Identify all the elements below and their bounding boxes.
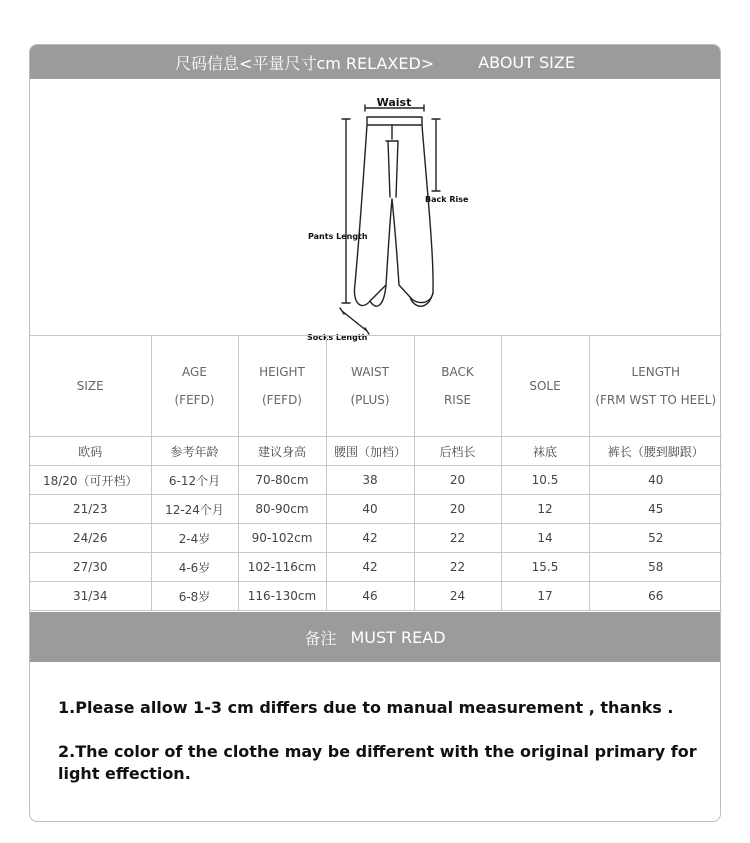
table-cell: 80-90cm: [238, 495, 326, 524]
size-info-header: [30, 45, 720, 79]
size-table-header-row: [30, 336, 722, 437]
table-cell: 46: [326, 582, 414, 611]
header-cn-cell: 参考年龄: [151, 437, 238, 466]
table-cell: 20: [414, 495, 501, 524]
notes-section: [58, 697, 698, 807]
header-cell-size: SIZE: [30, 336, 151, 437]
table-cell: 20: [414, 466, 501, 495]
header-cell-sole: SOLE: [501, 336, 589, 437]
table-cell: 42: [326, 553, 414, 582]
table-cell: 52: [589, 524, 722, 553]
note-item: 2.The color of the clothe may be different with the original primary for light effection.: [58, 742, 697, 783]
waist-label: Waist: [376, 96, 412, 109]
measurement-diagram: [30, 79, 720, 342]
table-row: [30, 495, 722, 524]
table-row: [30, 466, 722, 495]
table-cell: 40: [589, 466, 722, 495]
table-cell: 14: [501, 524, 589, 553]
table-cell: 21/23: [30, 495, 151, 524]
notice-title-cn: 备注: [304, 628, 337, 648]
size-table: [30, 335, 722, 611]
table-cell: 58: [589, 553, 722, 582]
table-cell: 24: [414, 582, 501, 611]
header-cell-back-rise: BACK RISE: [414, 336, 501, 437]
table-row: [30, 553, 722, 582]
size-info-card: [29, 44, 721, 822]
header-title-en: ABOUT SIZE: [478, 52, 575, 72]
table-row: [30, 582, 722, 611]
table-cell: 102-116cm: [238, 553, 326, 582]
tights-outline-icon: [30, 79, 722, 342]
table-cell: 10.5: [501, 466, 589, 495]
back-rise-label: Back Rise: [425, 195, 469, 204]
table-cell: 27/30: [30, 553, 151, 582]
header-cn-cell: 袜底: [501, 437, 589, 466]
table-cell: 66: [589, 582, 722, 611]
header-title-cn: 尺码信息<平量尺寸cm RELAXED>: [175, 53, 435, 73]
table-cell: 17: [501, 582, 589, 611]
table-cell: 18/20（可开档）: [30, 466, 151, 495]
table-cell: 6-8岁: [151, 582, 238, 611]
header-cn-cell: 裤长（腰到脚跟）: [589, 437, 722, 466]
header-cn-cell: 欧码: [30, 437, 151, 466]
must-read-header: [30, 612, 720, 662]
table-cell: 4-6岁: [151, 553, 238, 582]
table-cell: 40: [326, 495, 414, 524]
header-cn-cell: 建议身高: [238, 437, 326, 466]
header-cell-age: AGE (FEFD): [151, 336, 238, 437]
header-cn-cell: 后档长: [414, 437, 501, 466]
table-cell: 38: [326, 466, 414, 495]
table-cell: 2-4岁: [151, 524, 238, 553]
table-cell: 45: [589, 495, 722, 524]
header-cell-waist: WAIST (PLUS): [326, 336, 414, 437]
table-cell: 24/26: [30, 524, 151, 553]
table-cell: 12-24个月: [151, 495, 238, 524]
table-cell: 22: [414, 553, 501, 582]
table-cell: 116-130cm: [238, 582, 326, 611]
size-table-header-cn-row: [30, 437, 722, 466]
table-cell: 12: [501, 495, 589, 524]
header-cn-cell: 腰围（加档）: [326, 437, 414, 466]
note-item: 1.Please allow 1-3 cm differs due to manual measurement , thanks .: [58, 698, 674, 717]
table-cell: 15.5: [501, 553, 589, 582]
table-cell: 70-80cm: [238, 466, 326, 495]
table-cell: 22: [414, 524, 501, 553]
socks-length-label: Socks Length: [307, 333, 368, 342]
table-row: [30, 524, 722, 553]
table-cell: 31/34: [30, 582, 151, 611]
header-cell-length: LENGTH (FRM WST TO HEEL): [589, 336, 722, 437]
header-cell-height: HEIGHT (FEFD): [238, 336, 326, 437]
table-cell: 90-102cm: [238, 524, 326, 553]
pants-length-label: Pants Length: [308, 232, 368, 241]
table-cell: 42: [326, 524, 414, 553]
table-cell: 6-12个月: [151, 466, 238, 495]
notice-title-en: MUST READ: [350, 627, 446, 647]
